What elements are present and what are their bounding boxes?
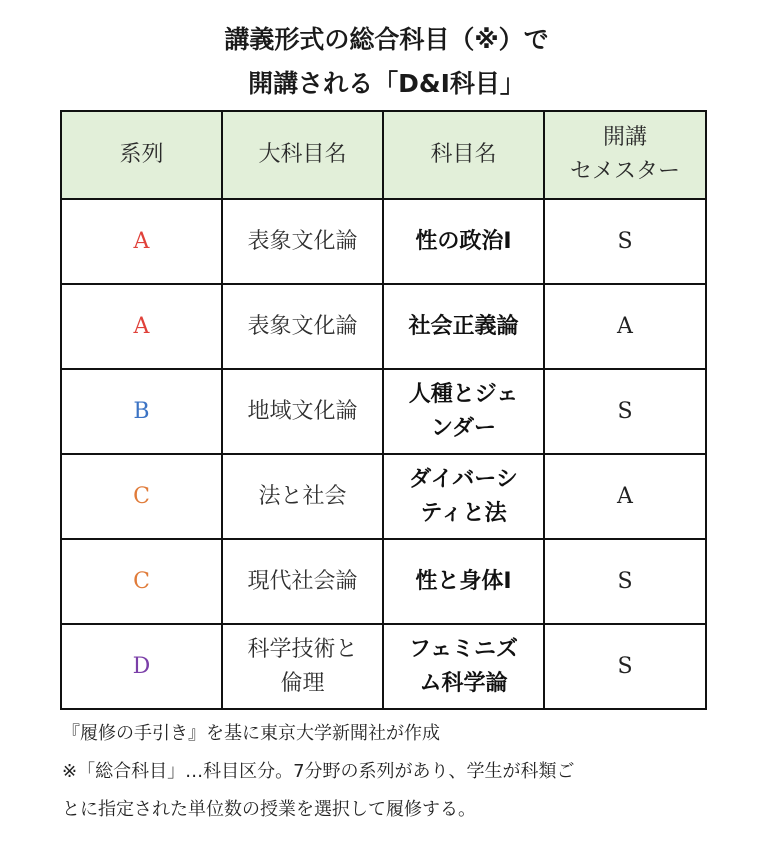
table-row <box>61 454 706 539</box>
table-row <box>61 624 706 709</box>
large-subject-cell: 法と社会 <box>222 454 383 539</box>
header-semester-line-1: 開講 <box>602 125 647 150</box>
subject-cell <box>383 454 544 539</box>
large-subject-cell: 科学技術と 倫理 <box>222 624 383 709</box>
title-line-2: 開講される「D&I科目」 <box>248 69 525 98</box>
footnotes <box>62 718 762 832</box>
note-source: 『履修の手引き』を基に東京大学新聞社が作成 <box>62 723 440 744</box>
subject-line: 人種とジェ <box>408 381 519 407</box>
series-cell: C <box>61 454 222 539</box>
subject-line: ダイバーシ <box>409 466 518 492</box>
series-cell: A <box>61 284 222 369</box>
subject-cell <box>383 284 544 369</box>
semester-cell: S <box>544 624 706 709</box>
table-header-row <box>61 111 706 199</box>
header-semester-line-2: セメスター <box>569 159 680 184</box>
series-cell: D <box>61 624 222 709</box>
header-large-subject: 大科目名 <box>222 111 383 199</box>
series-cell: C <box>61 539 222 624</box>
semester-cell: A <box>544 284 706 369</box>
header-subject: 科目名 <box>383 111 544 199</box>
large-subject-cell: 表象文化論 <box>222 284 383 369</box>
large-subject-cell: 地域文化論 <box>222 369 383 454</box>
table-row <box>61 539 706 624</box>
large-subject-cell: 現代社会論 <box>222 539 383 624</box>
subject-cell <box>383 624 544 709</box>
series-cell: B <box>61 369 222 454</box>
subject-line: 性の政治Ⅰ <box>415 228 512 254</box>
table-row <box>61 284 706 369</box>
header-semester <box>544 111 706 199</box>
semester-cell: S <box>544 369 706 454</box>
note-definition: ※「総合科目」…科目区分。7分野の系列があり、学生が科類ご <box>62 761 575 782</box>
subject-line: ンダー <box>430 415 497 441</box>
semester-cell: A <box>544 454 706 539</box>
table-row <box>61 369 706 454</box>
subject-cell <box>383 369 544 454</box>
subject-line: 社会正義論 <box>408 313 519 339</box>
note-definition-cont: とに指定された単位数の授業を選択して履修する。 <box>62 799 476 820</box>
subject-cell <box>383 539 544 624</box>
series-cell: A <box>61 199 222 284</box>
subject-cell <box>383 199 544 284</box>
subject-line: ティと法 <box>420 500 507 526</box>
large-subject-cell: 表象文化論 <box>222 199 383 284</box>
table-row <box>61 199 706 284</box>
subject-line: ム科学論 <box>419 670 508 696</box>
subject-line: 性と身体Ⅰ <box>415 568 512 594</box>
header-series: 系列 <box>61 111 222 199</box>
semester-cell: S <box>544 539 706 624</box>
course-table <box>60 110 707 710</box>
title-line-1: 講義形式の総合科目（※）で <box>224 25 549 54</box>
subject-line: フェミニズ <box>409 636 518 662</box>
semester-cell: S <box>544 199 706 284</box>
